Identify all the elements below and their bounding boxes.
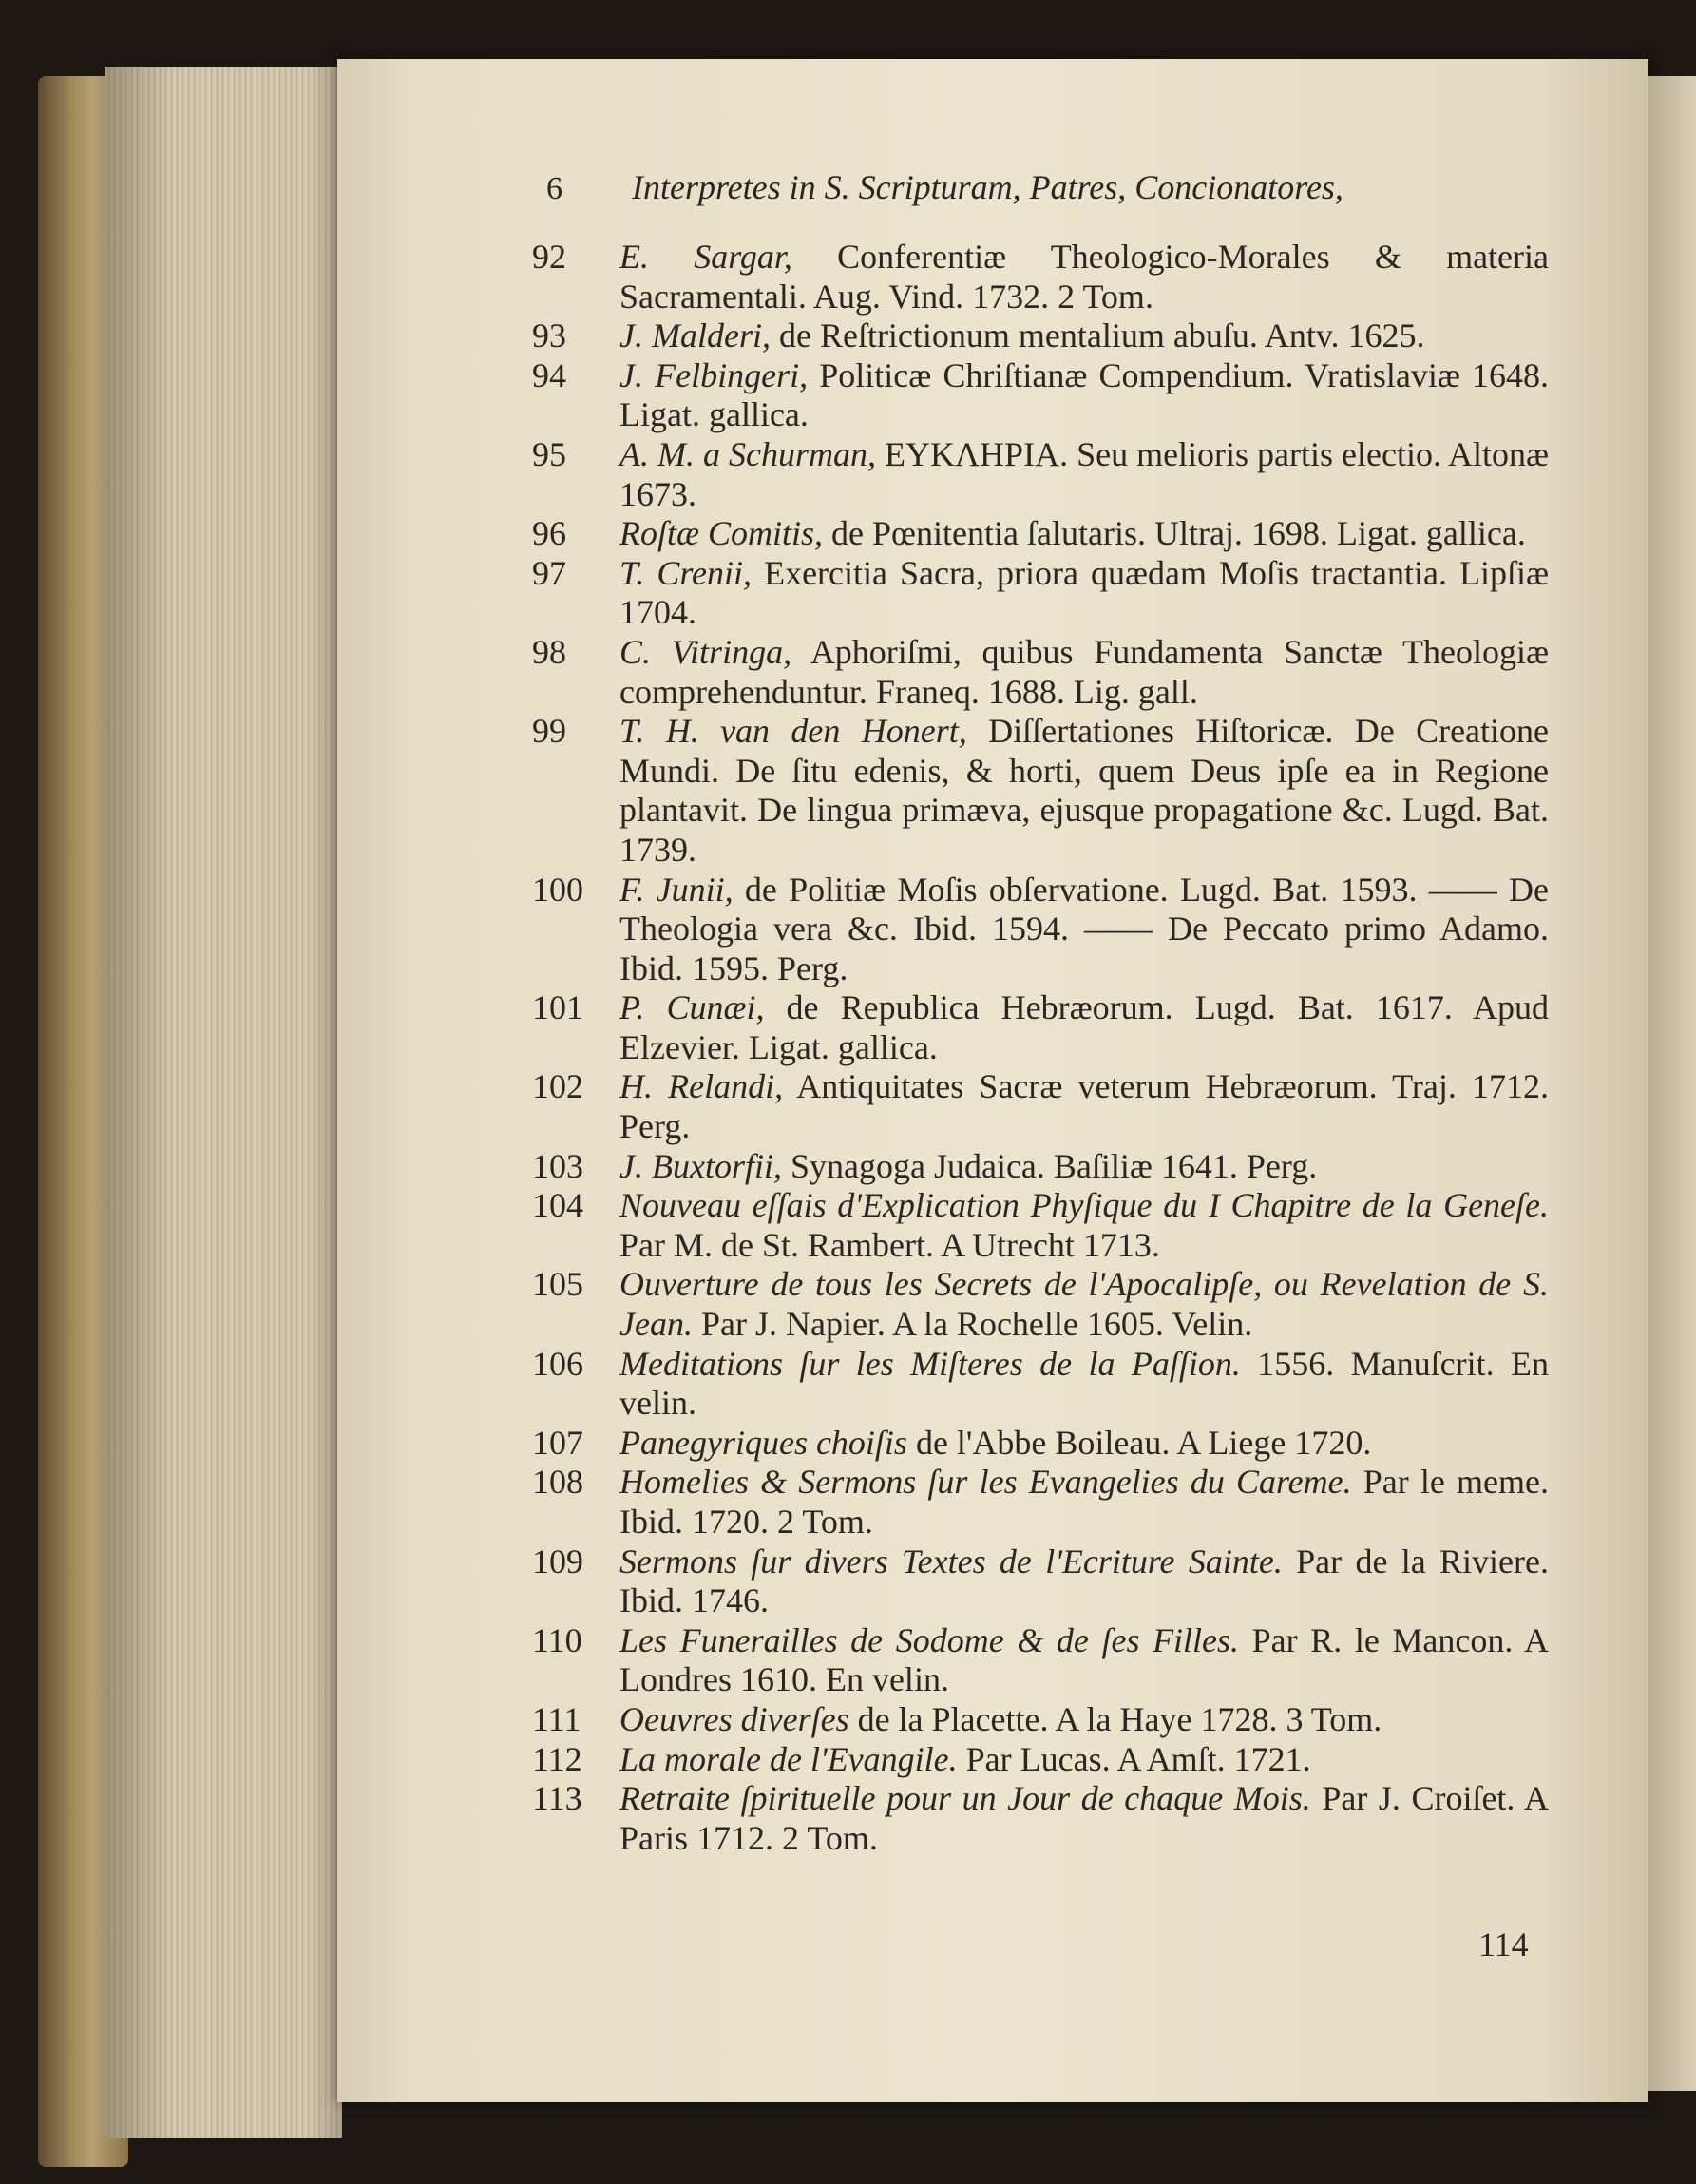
entry-details: de Republica Hebræorum. Lugd. Bat. 1617. Apud Elzevier. Ligat. gallica. [619,988,1550,1066]
entry-details: Politicæ Chriſtianæ Compendium. Vratislaviæ 1648. Ligat. gallica. [619,355,1549,434]
entry-number: 97 [532,553,566,592]
entry-number: 111 [532,1699,581,1738]
entry-details: de Reſtrictionum mentalium abuſu. Antv. 1625. [770,316,1425,355]
entry-author-title: F. Junii, [619,870,734,909]
page-header [546,167,1534,224]
entry-author-title: Sermons ſur divers Textes de l'Ecriture Sainte. [619,1542,1283,1581]
entry-body [619,1463,1549,1542]
entry-number: 110 [532,1620,582,1659]
entry-body [619,1067,1549,1146]
entry-body [619,1542,1549,1621]
entry-body [619,1621,1549,1700]
entry-number: 101 [532,988,583,1027]
entry-number: 104 [532,1186,583,1225]
entry-number: 113 [532,1779,582,1818]
entry-details: Par le meme. Ibid. 1720. 2 Tom. [619,1463,1549,1541]
catalog-entry [532,633,1549,712]
catalog-entry [532,514,1549,554]
catalog-entry [532,1147,1549,1187]
entry-author-title: Roſtæ Comitis, [619,514,824,553]
catalog-entry [532,554,1549,633]
entry-body [619,316,1549,356]
entry-body [619,1186,1549,1265]
entry-number: 95 [532,434,566,473]
catchword: 114 [1478,1925,1529,1964]
entry-author-title: P. Cunæi, [619,988,765,1027]
entry-author-title: Homelies & Sermons ſur les Evangelies du Careme. [619,1463,1352,1502]
entry-author-title: Ouverture de tous les Secrets de l'Apocalipſe, ou Revelation de S. Jean. [619,1265,1549,1344]
entry-number: 93 [532,316,566,355]
entry-body [619,514,1549,554]
entry-body [619,1740,1549,1780]
entry-number: 105 [532,1265,583,1304]
entry-author-title: J. Buxtorfii, [619,1146,782,1185]
catalog-entry [532,1067,1549,1146]
entry-number: 109 [532,1542,583,1581]
entry-author-title: J. Malderi, [619,316,771,355]
entry-details: 1556. Manuſcrit. En velin. [619,1344,1549,1423]
catalog-entry [532,1265,1549,1344]
entry-body [619,1424,1549,1464]
entry-details: Par M. de St. Rambert. A Utrecht 1713. [619,1225,1160,1264]
entry-body [619,1779,1549,1858]
entry-author-title: Retraite ſpirituelle pour un Jour de chaque Mois. [619,1779,1311,1818]
entry-author-title: Panegyriques choiſis [619,1423,907,1462]
entry-details: Aphoriſmi, quibus Fundamenta Sanctæ Theologiæ comprehenduntur. Franeq. 1688. Lig. gall. [619,632,1549,711]
entry-body [619,435,1549,514]
page-edges [105,67,342,2138]
catalog-entry [532,356,1549,435]
entry-author-title: Meditations ſur les Miſteres de la Paſſion. [619,1344,1241,1383]
facing-page-edge [1648,76,1696,2091]
entry-details: Par de la Riviere. Ibid. 1746. [619,1542,1549,1620]
entry-author-title: Les Funerailles de Sodome & de ſes Filles. [619,1620,1240,1659]
entry-details: Synagoga Judaica. Baſiliæ 1641. Perg. [781,1146,1318,1185]
catalog-entry [532,435,1549,514]
entry-author-title: Oeuvres diverſes [619,1699,849,1738]
catalog-entry [532,1345,1549,1424]
entry-author-title: J. Felbingeri, [619,355,809,394]
entry-details: Par Lucas. A Amſt. 1721. [957,1739,1311,1778]
entry-number: 112 [532,1739,582,1778]
entry-body [619,871,1549,989]
entry-number: 102 [532,1067,583,1106]
catalog-entries [532,238,1549,1858]
entry-number: 98 [532,632,566,671]
entry-number: 106 [532,1344,583,1383]
entry-details: de la Placette. A la Haye 1728. 3 Tom. [848,1699,1382,1738]
entry-number: 103 [532,1146,583,1185]
catalog-entry [532,1621,1549,1700]
catalog-entry [532,1700,1549,1740]
entry-details: Par R. le Mancon. A Londres 1610. En velin. [619,1620,1549,1699]
entry-details: ΕΥΚΛΗΡΙΑ. Seu melioris partis electio. Altonæ 1673. [619,434,1549,513]
catalog-entry [532,712,1549,870]
entry-author-title: E. Sargar, [619,238,792,276]
entry-author-title: T. H. van den Honert, [619,712,967,751]
entry-number: 100 [532,870,583,909]
entry-body [619,633,1549,712]
catalog-entry [532,238,1549,316]
entry-details: de Pœnitentia ſalutaris. Ultraj. 1698. Ligat. gallica. [823,514,1526,553]
entry-author-title: H. Relandi, [619,1067,784,1106]
entry-details: Exercitia Sacra, priora quædam Moſis tractantia. Lipſiæ 1704. [619,553,1549,632]
entry-body [619,712,1549,870]
catalog-entry [532,1779,1549,1858]
catalog-entry [532,1463,1549,1542]
entry-number: 96 [532,514,566,553]
entry-body [619,238,1549,316]
entry-number: 108 [532,1463,583,1502]
entry-author-title: T. Crenii, [619,553,753,592]
entry-body [619,1265,1549,1344]
entry-body [619,356,1549,435]
catalog-entry [532,1542,1549,1621]
entry-author-title: C. Vitringa, [619,632,792,671]
page-number: 6 [546,171,562,206]
catalog-entry [532,871,1549,989]
entry-details: Par J. Napier. A la Rochelle 1605. Velin. [692,1305,1253,1344]
entry-details: Conferentiæ Theologico-Morales & materia Sacramentali. Aug. Vind. 1732. 2 Tom. [619,238,1549,316]
entry-body [619,988,1549,1067]
entry-details: Diſſertationes Hiſtoricæ. De Creatione Mundi. De ſitu edenis, & horti, quem Deus ipſe ea in Regione plantavit. De lingua primæva, ejusque propagatione &c. Lugd. Bat. 1739. [619,712,1550,869]
entry-author-title: Nouveau eſſais d'Explication Phyſique du I Chapitre de la Geneſe. [619,1186,1549,1225]
entry-number: 107 [532,1423,583,1462]
entry-number: 99 [532,712,566,751]
entry-details: de l'Abbe Boileau. A Liege 1720. [906,1423,1372,1462]
entry-body [619,1345,1549,1424]
entry-body [619,1700,1549,1740]
entry-details: de Politiæ Moſis obſervatione. Lugd. Bat. 1593. —— De Theologia vera &c. Ibid. 1594. —— De Peccato primo Adamo. Ibid. 1595. Perg. [619,870,1549,987]
catalog-entry [532,316,1549,356]
entry-author-title: A. M. a Schurman, [619,434,876,473]
catalog-entry [532,1424,1549,1464]
entry-number: 92 [532,238,566,276]
entry-body [619,1147,1549,1187]
catalog-entry [532,988,1549,1067]
entry-number: 94 [532,355,566,394]
catalog-entry [532,1740,1549,1780]
entry-details: Par J. Croiſet. A Paris 1712. 2 Tom. [619,1779,1550,1857]
entry-details: Antiquitates Sacræ veterum Hebræorum. Traj. 1712. Perg. [619,1067,1549,1146]
catalog-entry [532,1186,1549,1265]
running-head: Interpretes in S. Scripturam, Patres, Concionatores, [632,168,1343,206]
entry-author-title: La morale de l'Evangile. [619,1739,958,1778]
entry-body [619,554,1549,633]
